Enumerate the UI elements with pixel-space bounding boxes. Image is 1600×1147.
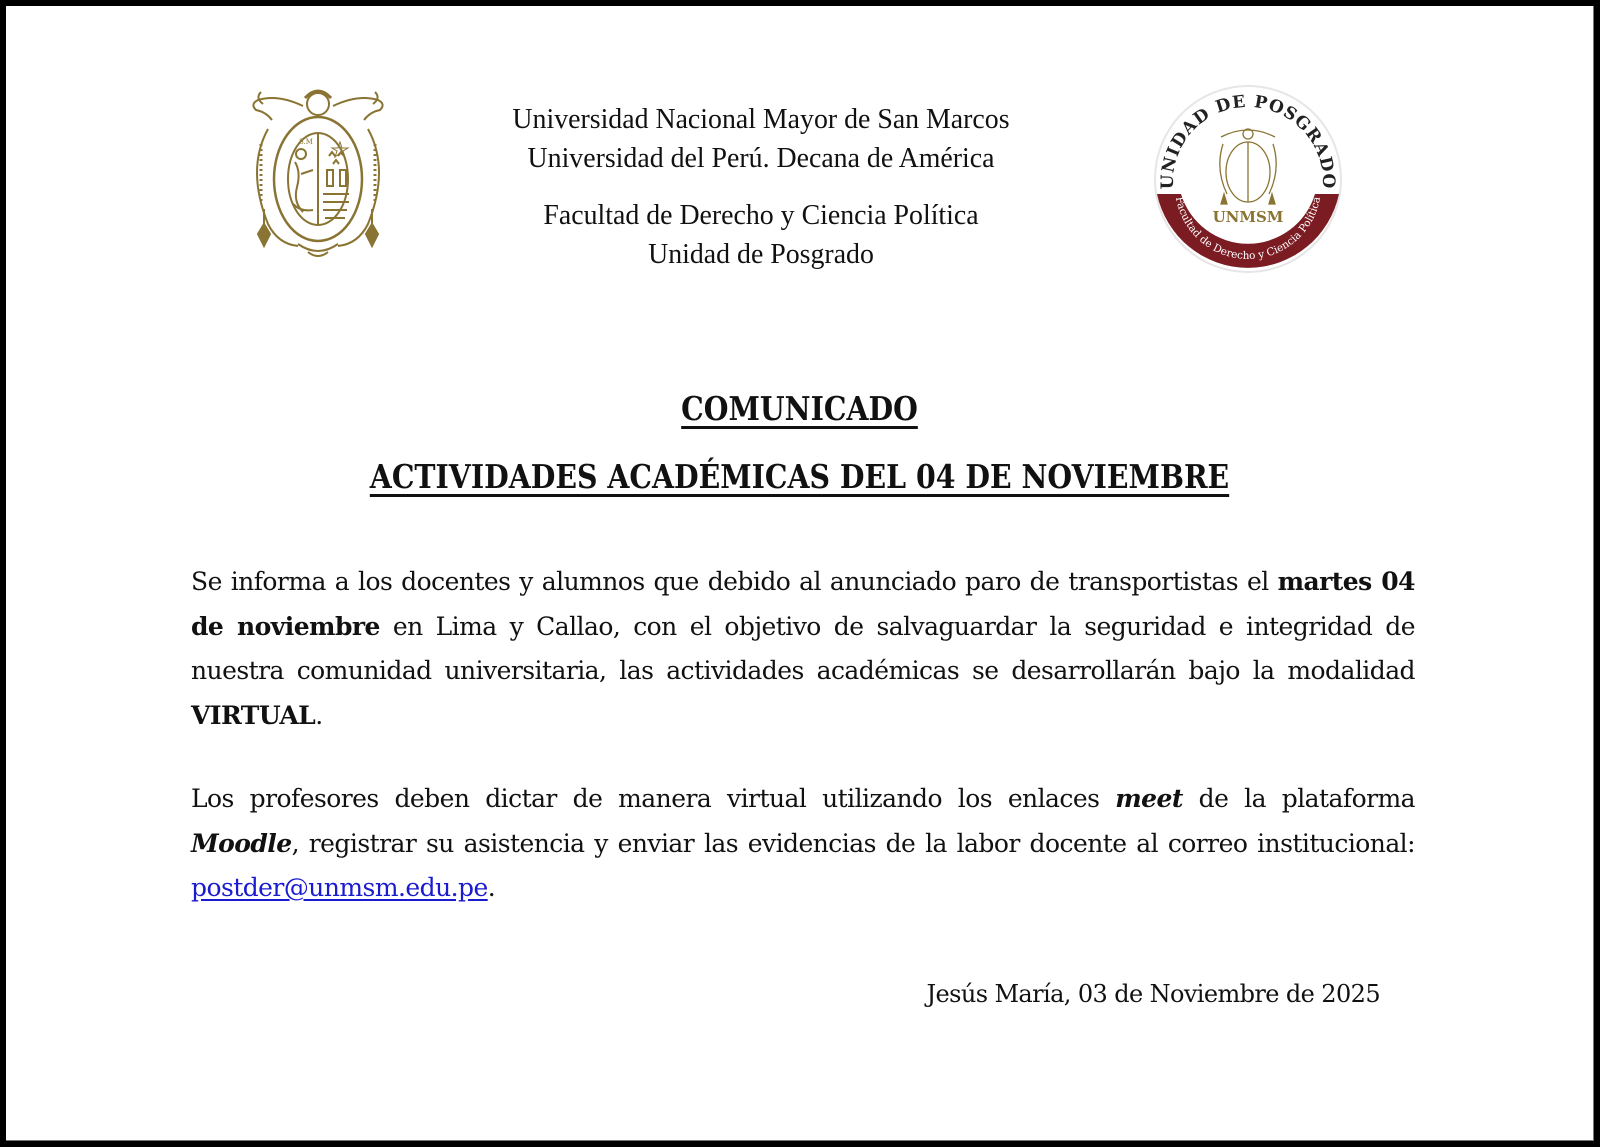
text-segment: . xyxy=(487,873,496,902)
institution-header xyxy=(449,100,1073,274)
notice-heading: COMUNICADO xyxy=(681,389,918,428)
faculty-name: Facultad de Derecho y Ciencia Política xyxy=(543,199,979,231)
unit-name: Unidad de Posgrado xyxy=(648,238,874,270)
place-and-date: Jesús María, 03 de Noviembre de 2025 xyxy=(926,980,1380,1008)
text-segment: de la plataforma xyxy=(1182,784,1415,813)
svg-text:UNIDAD DE POSGRADO: UNIDAD DE POSGRADO xyxy=(1157,91,1339,190)
text-segment: , registrar su asistencia y enviar las evidencias de la labor docente al correo institucional: xyxy=(291,828,1415,858)
paragraph-announcement xyxy=(191,560,1415,738)
svg-text:S.M: S.M xyxy=(299,138,313,146)
highlight-modality: VIRTUAL xyxy=(191,700,316,730)
text-segment: Se informa a los docentes y alumnos que debido al anunciado paro de transportistas el xyxy=(191,567,1278,596)
svg-text:Facultad de Derecho y Ciencia: Facultad de Derecho y Ciencia Política xyxy=(1172,195,1324,263)
email-link[interactable]: postder@unmsm.edu.pe xyxy=(191,873,488,902)
document-page xyxy=(6,6,1594,1141)
seal-unmsm-text: UNMSM xyxy=(1212,208,1284,226)
highlight-date: martes 04 de noviembre xyxy=(191,567,1415,641)
text-segment: en Lima y Callao, con el objetivo de salvaguardar la seguridad e integridad de nuestra comunidad universitaria, las actividades académicas se desarrollarán bajo la modalidad xyxy=(191,611,1416,685)
university-name: Universidad Nacional Mayor de San Marcos xyxy=(512,103,1010,135)
notice-subheading: ACTIVIDADES ACADÉMICAS DEL 04 DE NOVIEMBRE xyxy=(369,457,1230,496)
highlight-meet: meet xyxy=(1115,784,1183,813)
posgrado-seal-icon xyxy=(1151,82,1345,276)
university-motto: Universidad del Perú. Decana de América xyxy=(527,142,995,174)
text-segment: Los profesores deben dictar de manera virtual utilizando los enlaces xyxy=(191,784,1116,813)
text-segment: . xyxy=(315,700,323,730)
highlight-moodle: Moodle xyxy=(191,828,292,858)
paragraph-instructions xyxy=(191,777,1415,911)
unmsm-crest-icon xyxy=(243,84,393,264)
